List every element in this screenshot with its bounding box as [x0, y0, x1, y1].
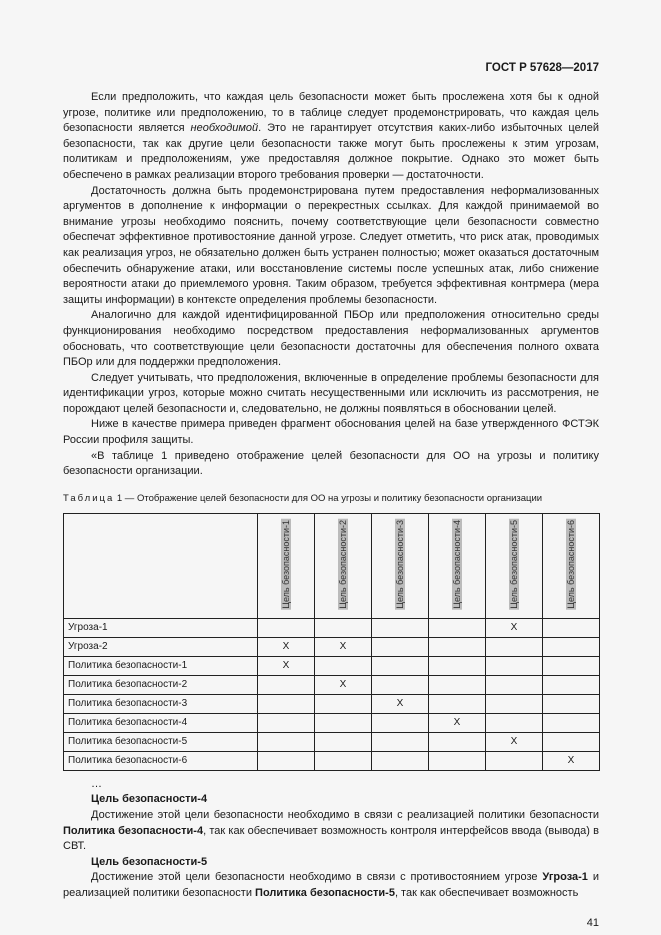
- row-label: Политика безопасности-6: [64, 751, 258, 770]
- document-header: ГОСТ Р 57628—2017: [485, 62, 599, 74]
- paragraph: Ниже в качестве примера приведен фрагмент обоснования целей на базе утвержденного ФСТЭК России профиля защиты.: [63, 418, 599, 447]
- mapping-cell: [486, 713, 543, 732]
- text: , так как обеспечивает возможность контроля интерфейсов ввода (вывода) в СВТ.: [63, 824, 599, 853]
- table-row: [64, 694, 600, 713]
- column-header-label: Цель безопасности-6: [566, 519, 576, 609]
- mapping-cell: X: [258, 656, 315, 675]
- text: . Это не гарантирует отсутствия каких-либо избыточных целей безопасности, так как другие цели безопасности также могут быть прослежены к этим угрозам, политикам и предположениям, уже предоставляя должное покрытие. Однако это может быть обеспечено в рамках реализации второго требования проверки — достаточности.: [63, 122, 599, 181]
- row-label: Угроза-1: [64, 618, 258, 637]
- row-label: Угроза-2: [64, 637, 258, 656]
- table-row: [64, 732, 600, 751]
- row-label: Политика безопасности-3: [64, 694, 258, 713]
- mapping-cell: [315, 656, 372, 675]
- mapping-cell: X: [429, 713, 486, 732]
- text: , так как обеспечивает возможность: [394, 887, 579, 899]
- mapping-cell: X: [486, 618, 543, 637]
- bold-term: Политика безопасности-4: [63, 824, 204, 837]
- mapping-cell: [372, 751, 429, 770]
- mapping-cell: [543, 675, 600, 694]
- mapping-table: [63, 513, 600, 771]
- table-caption: [63, 492, 599, 505]
- ellipsis: …: [91, 777, 102, 790]
- mapping-cell: [429, 732, 486, 751]
- column-header-label: Цель безопасности-1: [281, 519, 291, 609]
- mapping-cell: [372, 618, 429, 637]
- mapping-cell: [258, 732, 315, 751]
- body-text-after: [63, 777, 599, 902]
- text: Достижение этой цели безопасности необходимо в связи с реализацией политики безопасности: [91, 809, 599, 822]
- mapping-cell: [429, 751, 486, 770]
- mapping-cell: X: [315, 637, 372, 656]
- mapping-cell: [258, 618, 315, 637]
- page: [63, 61, 599, 930]
- table-row: [64, 656, 600, 675]
- mapping-cell: [543, 656, 600, 675]
- mapping-cell: [429, 675, 486, 694]
- table-row: [64, 637, 600, 656]
- column-header-label: Цель безопасности-5: [509, 519, 519, 609]
- mapping-cell: [315, 751, 372, 770]
- column-header: [429, 513, 486, 618]
- mapping-cell: X: [486, 732, 543, 751]
- page-number: 41: [586, 916, 599, 929]
- text: и реализацией политики безопасности: [63, 871, 599, 899]
- mapping-cell: [486, 694, 543, 713]
- mapping-cell: X: [372, 694, 429, 713]
- section-heading: Цель безопасности-4: [91, 793, 208, 806]
- column-header: [258, 513, 315, 618]
- paragraph: [63, 808, 599, 855]
- mapping-cell: [543, 637, 600, 656]
- mapping-cell: [486, 656, 543, 675]
- caption-text: 1 — Отображение целей безопасности для ОО на угрозы и политику безопасности организации: [114, 492, 543, 504]
- bold-term: Политика безопасности-5: [255, 887, 395, 899]
- mapping-cell: [486, 751, 543, 770]
- mapping-cell: [486, 637, 543, 656]
- mapping-cell: [543, 618, 600, 637]
- mapping-cell: X: [258, 637, 315, 656]
- mapping-cell: [315, 694, 372, 713]
- mapping-cell: [543, 694, 600, 713]
- table-row: [64, 618, 600, 637]
- column-header: [486, 513, 543, 618]
- emphasis: необходимой: [190, 122, 259, 135]
- row-label: Политика безопасности-4: [64, 713, 258, 732]
- paragraph: [63, 90, 599, 184]
- mapping-cell: [372, 675, 429, 694]
- section-heading: Цель безопасности-5: [91, 855, 208, 868]
- text: Достижение этой цели безопасности необходимо в связи с противостоянием угрозе: [91, 871, 543, 884]
- mapping-cell: [372, 637, 429, 656]
- mapping-cell: [372, 732, 429, 751]
- mapping-cell: [258, 751, 315, 770]
- bold-term: Угроза-1: [542, 871, 588, 884]
- row-label: Политика безопасности-5: [64, 732, 258, 751]
- row-label: Политика безопасности-2: [64, 675, 258, 694]
- table-row: [64, 713, 600, 732]
- column-header: [315, 513, 372, 618]
- column-header: [543, 513, 600, 618]
- mapping-cell: [258, 694, 315, 713]
- paragraph: «В таблице 1 приведено отображение целей безопасности для ОО на угрозы и политику безопасности организации.: [63, 449, 599, 478]
- column-header-label: Цель безопасности-4: [452, 519, 462, 609]
- paragraph: Достаточность должна быть продемонстрирована путем предоставления неформализованных аргументов в дополнение к информации о перекрестных ссылках. Для каждой принимаемой во внимание угрозы необходимо пояснить, почему соответствующие цели безопасности совместно обеспечат эффективное противостояние данной угрозе. Следует отметить, что риск атак, проводимых как реализация угроз, не обязательно должен быть устранен полностью; может оказаться достаточным обеспечить обнаружение атаки, или восстановление системы после успешных атак, либо снижение вероятности атаки до приемлемого уровня. Таким образом, требуется эффективная контрмера (мера защиты информации) в контексте определения проблемы безопасности.: [63, 184, 599, 306]
- corner-cell: [64, 513, 258, 618]
- text: Если предположить, что каждая цель безопасности может быть прослежена хотя бы к одной угрозе, политике или предположению, то в таблице следует продемонстрировать, что каждая цель безопасности является: [63, 91, 599, 135]
- mapping-cell: [372, 656, 429, 675]
- mapping-cell: [429, 694, 486, 713]
- row-label: Политика безопасности-1: [64, 656, 258, 675]
- mapping-cell: [315, 732, 372, 751]
- mapping-cell: [258, 713, 315, 732]
- table-row: [64, 675, 600, 694]
- paragraph: Следует учитывать, что предположения, включенные в определение проблемы безопасности для идентификации угроз, которые можно считать несущественными или исключить из рассмотрения, не порождают целей безопасности и, следовательно, не должны появляться в обосновании целей.: [63, 371, 599, 415]
- caption-label: Таблица: [63, 492, 115, 504]
- mapping-cell: [543, 732, 600, 751]
- mapping-cell: [486, 675, 543, 694]
- mapping-cell: [429, 656, 486, 675]
- mapping-cell: X: [315, 675, 372, 694]
- mapping-cell: [543, 713, 600, 732]
- mapping-cell: [315, 713, 372, 732]
- mapping-cell: [315, 618, 372, 637]
- paragraph: Аналогично для каждой идентифицированной ПБОр или предположения относительно среды функционирования необходимо посредством предоставления неформализованных аргументов обосновать, что соответствующие цели безопасности достаточны для обеспечения полного охвата ПБОр или для поддержки предположения.: [63, 309, 599, 369]
- column-header-label: Цель безопасности-3: [395, 519, 405, 609]
- mapping-cell: [429, 618, 486, 637]
- body-text: [63, 90, 599, 480]
- mapping-cell: [372, 713, 429, 732]
- paragraph: [63, 870, 599, 901]
- column-header-label: Цель безопасности-2: [338, 519, 348, 609]
- mapping-cell: X: [543, 751, 600, 770]
- mapping-cell: [258, 675, 315, 694]
- table-row: [64, 751, 600, 770]
- mapping-cell: [429, 637, 486, 656]
- column-header: [372, 513, 429, 618]
